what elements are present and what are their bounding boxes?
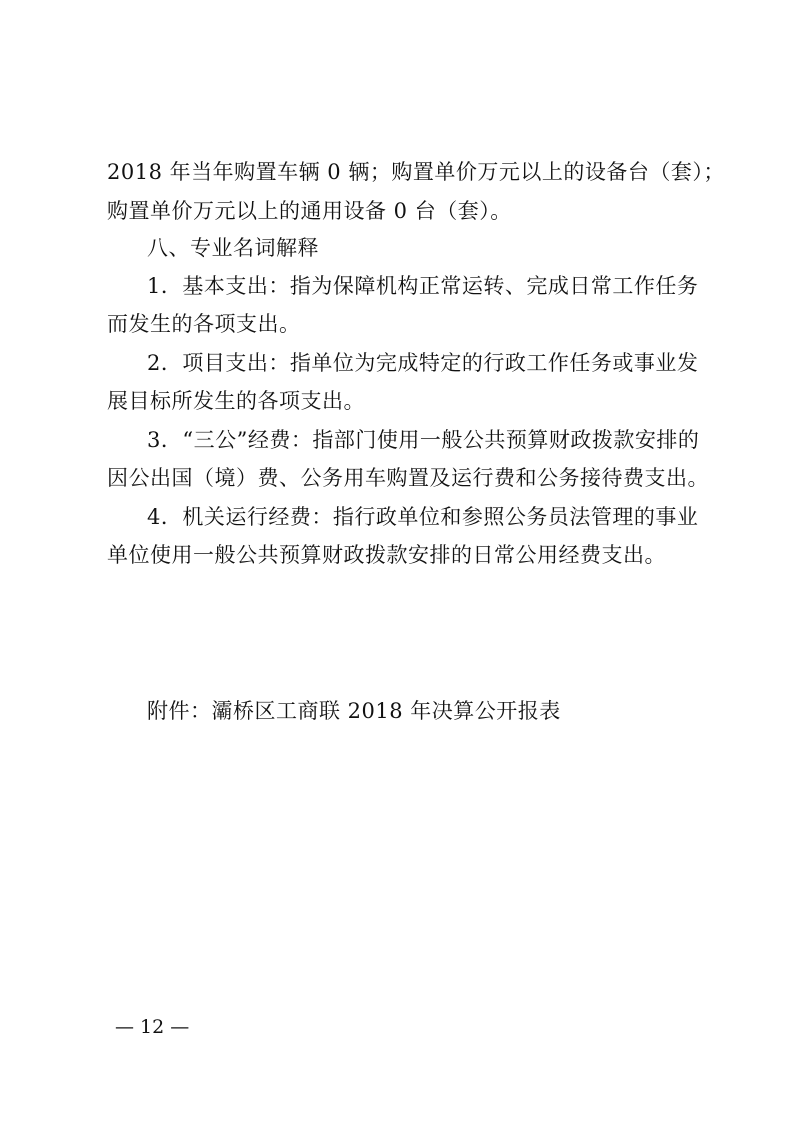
page-number: — 12 — [115, 1016, 190, 1038]
term-project-expenditure-line-1: 2．项目支出：指单位为完成特定的行政工作任务或事业发 [147, 351, 699, 375]
term-basic-expenditure-line-2: 而发生的各项支出。 [107, 312, 301, 336]
term-project-expenditure-line-2: 展目标所发生的各项支出。 [107, 389, 365, 413]
paragraph-purchase-line-2: 购置单价万元以上的通用设备 0 台（套）。 [107, 199, 512, 223]
section-heading-terms: 八、专业名词解释 [147, 236, 319, 260]
term-operating-expenses-line-2: 单位使用一般公共预算财政拨款安排的日常公用经费支出。 [107, 543, 666, 567]
term-three-public-line-2: 因公出国（境）费、公务用车购置及运行费和公务接待费支出。 [107, 466, 709, 490]
term-basic-expenditure-line-1: 1．基本支出：指为保障机构正常运转、完成日常工作任务 [147, 274, 699, 298]
attachment-note: 附件：灞桥区工商联 2018 年决算公开报表 [147, 699, 561, 723]
paragraph-purchase-line-1: 2018 年当年购置车辆 0 辆；购置单价万元以上的设备台（套）； [107, 160, 725, 184]
term-operating-expenses-line-1: 4．机关运行经费：指行政单位和参照公务员法管理的事业 [147, 505, 699, 529]
term-three-public-line-1: 3．“三公”经费：指部门使用一般公共预算财政拨款安排的 [147, 428, 700, 452]
